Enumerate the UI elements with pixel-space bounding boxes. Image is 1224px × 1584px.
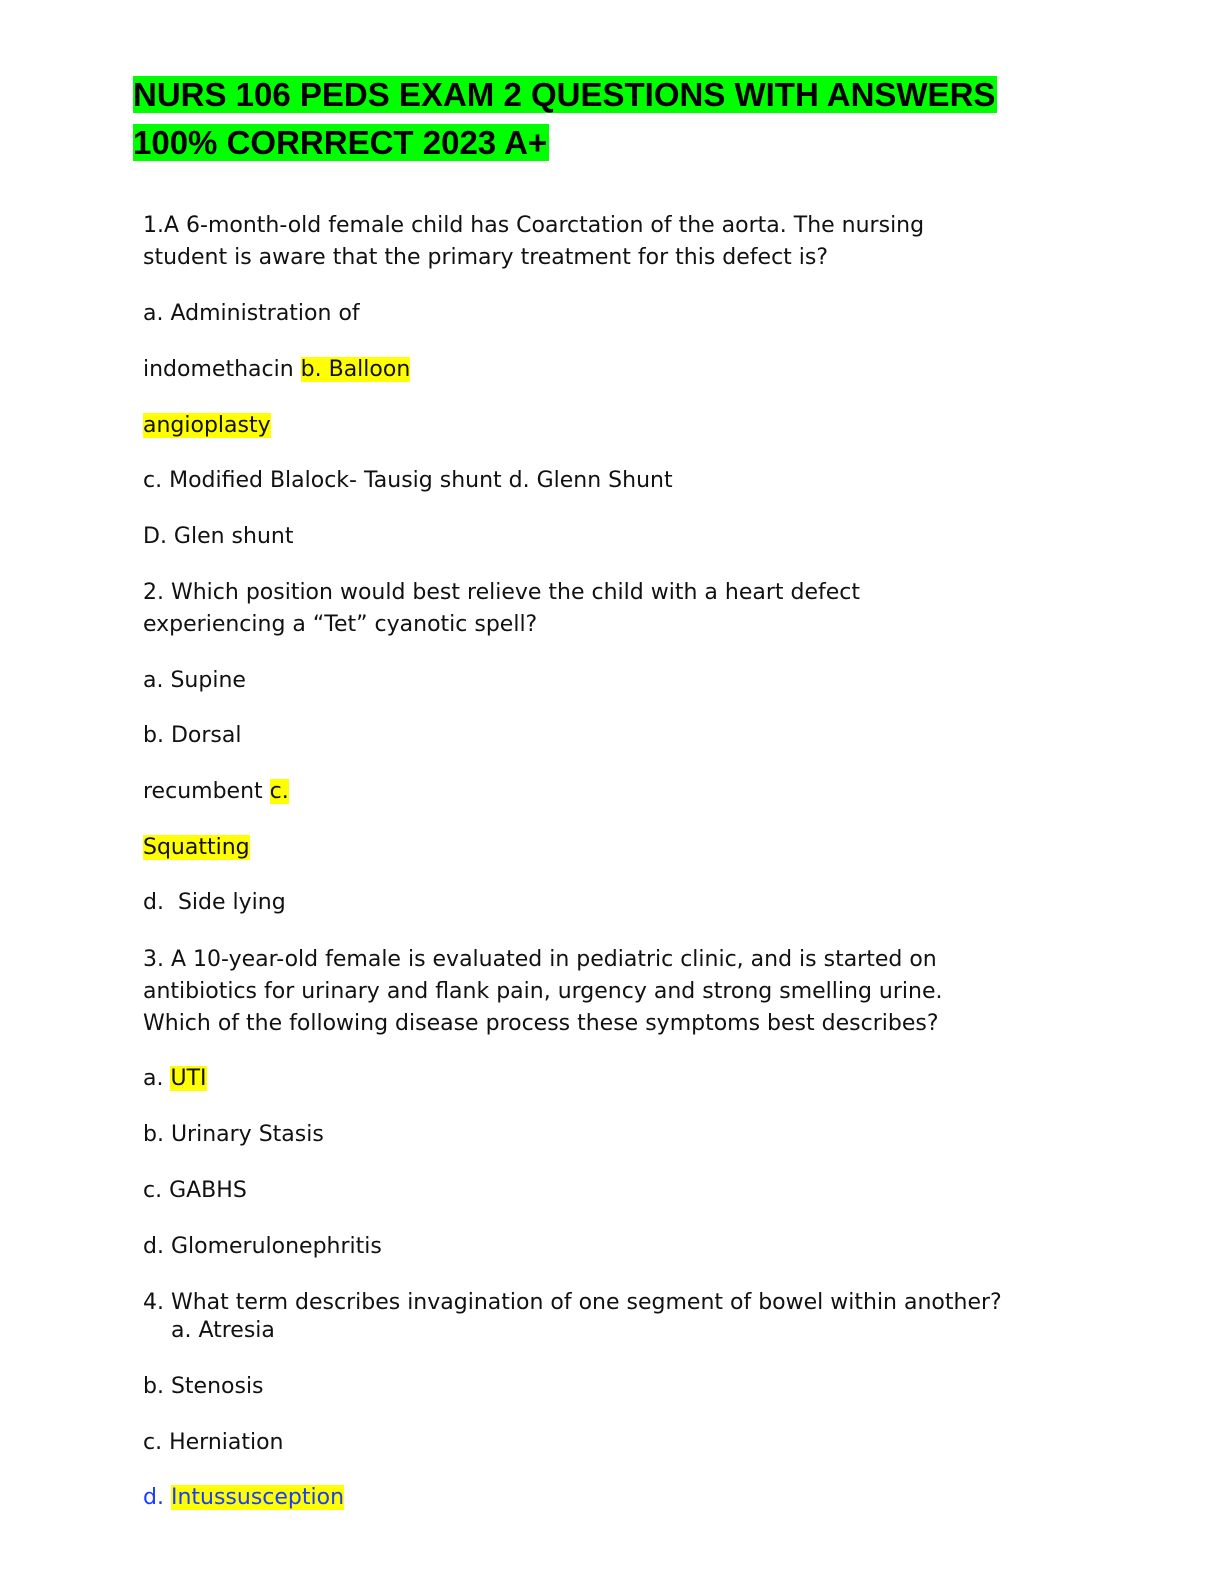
q4-option-a: a. Atresia	[143, 1318, 275, 1343]
q1-option-b-answer-cont: angioplasty	[143, 413, 271, 438]
q2-option-b-continued	[143, 776, 289, 808]
document-title	[133, 71, 997, 167]
q3-option-c: c. GABHS	[143, 1178, 247, 1203]
q3-stem-line-2: antibiotics for urinary and flank pain, urgency and strong smelling urine.	[143, 979, 943, 1004]
q1-option-d: D. Glen shunt	[143, 524, 294, 549]
q2-option-a: a. Supine	[143, 668, 246, 693]
q1-option-b-continued	[143, 410, 271, 442]
q1-option-c: c. Modified Blalock- Tausig shunt d. Glenn Shunt	[143, 468, 673, 493]
title-line-1: NURS 106 PEDS EXAM 2 QUESTIONS WITH ANSWERS	[133, 76, 996, 113]
q4-option-b: b. Stenosis	[143, 1374, 264, 1399]
q3-option-a	[143, 1063, 207, 1095]
q3-option-b: b. Urinary Stasis	[143, 1122, 324, 1147]
q3-option-d: d. Glomerulonephritis	[143, 1234, 382, 1259]
q1-option-a-text: indomethacin	[143, 357, 301, 382]
q3-stem-line-1: 3. A 10-year-old female is evaluated in pediatric clinic, and is started on	[143, 947, 937, 972]
q4-option-d-answer: Intussusception	[170, 1485, 345, 1510]
q3-option-a-answer: UTI	[170, 1066, 207, 1091]
q2-option-b: b. Dorsal	[143, 723, 242, 748]
q2-option-b-text: recumbent	[143, 779, 270, 804]
q3-option-a-prefix: a.	[143, 1066, 171, 1091]
q4-option-c: c. Herniation	[143, 1430, 284, 1455]
q2-option-c-continued	[143, 832, 250, 864]
q4-stem-line-1: 4. What term describes invagination of one segment of bowel within another?	[143, 1290, 1002, 1315]
q2-option-d: d. Side lying	[143, 890, 286, 915]
q4-option-d-prefix: d.	[143, 1485, 171, 1510]
q1-option-b-answer: b. Balloon	[300, 357, 411, 382]
q2-stem-line-2: experiencing a “Tet” cyanotic spell?	[143, 612, 538, 637]
q2-option-c-answer: c.	[269, 779, 289, 804]
title-line-2: 100% CORRRECT 2023 A+	[133, 124, 548, 161]
q4-option-d	[143, 1482, 344, 1514]
q1-option-a: a. Administration of	[143, 301, 360, 326]
q2-stem-line-1: 2. Which position would best relieve the child with a heart defect	[143, 580, 860, 605]
q3-stem-line-3: Which of the following disease process these symptoms best describes?	[143, 1011, 939, 1036]
q1-option-a-continued	[143, 354, 410, 386]
q1-stem-line-1: 1.A 6-month-old female child has Coarctation of the aorta. The nursing	[143, 213, 925, 238]
q1-stem-line-2: student is aware that the primary treatment for this defect is?	[143, 245, 829, 270]
q2-option-c-answer-cont: Squatting	[143, 835, 250, 860]
